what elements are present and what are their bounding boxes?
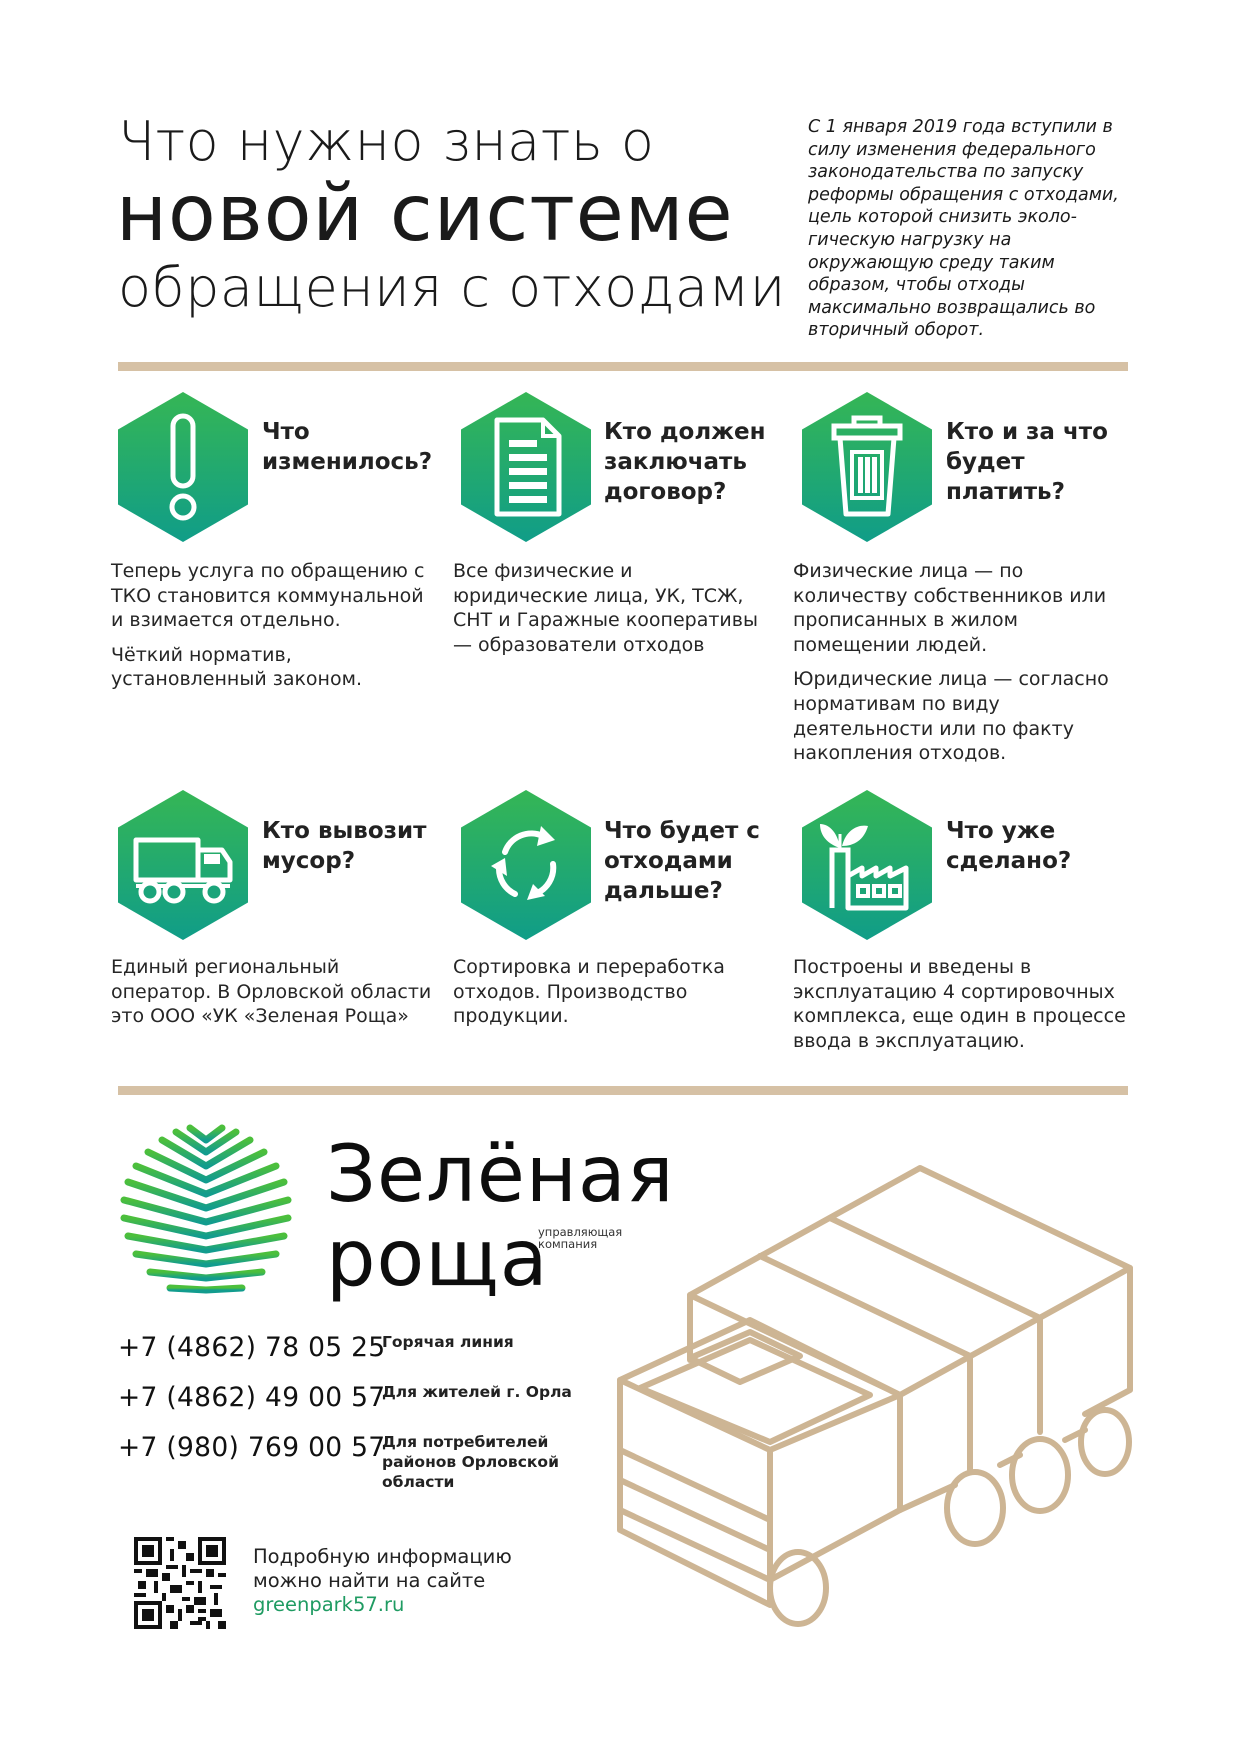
phone-label-districts: Для потребителей районов Орловской области [382, 1433, 559, 1491]
phone-label-hotline: Горячая линия [382, 1333, 514, 1351]
trash-bin-icon [802, 392, 932, 542]
phone-oryol[interactable]: +7 (4862) 49 00 57 [118, 1382, 386, 1413]
exclamation-icon [118, 392, 248, 542]
qr-code [134, 1537, 226, 1629]
page-title-line2: новой системе [116, 169, 734, 259]
card-desc-contract: Все физические и юридические лица, УК, ТСЖ, СНТ и Гаражные кооперативы — образователи отходов [453, 560, 758, 656]
top-divider [118, 362, 1128, 371]
card-question-collector: Кто вывозит мусор? [262, 818, 427, 874]
page-title-line3: обращения с отходами [118, 256, 786, 319]
info-text: Подробную информацию можно найти на сайте greenpark57.ru [253, 1545, 583, 1617]
truck-icon [118, 790, 248, 940]
card-desc-after: Сортировка и переработка отходов. Производство продукции. [453, 956, 725, 1028]
card-question-contract: Кто должен заключать договор? [604, 419, 766, 505]
eco-factory-icon [802, 790, 932, 940]
brand-name-line1: Зелёная [326, 1130, 675, 1220]
phone-districts[interactable]: +7 (980) 769 00 57 [118, 1432, 386, 1463]
card-desc-collector: Единый региональный оператор. В Орловской области это ООО «УК «Зеленая Роща» [111, 956, 432, 1028]
card-question-done: Что уже сделано? [946, 818, 1072, 874]
card-desc-changed: Теперь услуга по обращению с ТКО становится коммунальной и взимается отдельно. Чёткий норматив, установленный законом. [111, 560, 425, 691]
brand-subtitle: управляющая компания [538, 1225, 623, 1251]
card-question-changed: Что изменилось? [262, 419, 433, 475]
brand-name-line2: роща [326, 1214, 549, 1304]
intro-text: С 1 января 2019 года вступили в силу изменения федерального законодательства по запуску реформы обращения с отходами, цель которой снизить эколо-гическую нагрузку на окружающую среду таким образом, чтобы отходы максимально возвращались во вторичный оборот. [808, 117, 1119, 341]
phone-hotline[interactable]: +7 (4862) 78 05 25 [118, 1332, 386, 1363]
grove-leaf-logo [118, 1118, 294, 1314]
card-desc-payment: Физические лица — по количеству собственников или прописанных в жилом помещении людей. Юридические лица — согласно нормативам по виду деятельности или по факту накопления отходов. [793, 560, 1109, 765]
card-question-payment: Кто и за что будет платить? [946, 419, 1108, 505]
card-desc-done: Построены и введены в эксплуатацию 4 сортировочных комплекса, еще один в процессе ввода в эксплуатацию. [793, 956, 1126, 1052]
page-title-line1: Что нужно знать о [118, 110, 655, 173]
bottom-divider [118, 1086, 1128, 1095]
document-icon [461, 392, 591, 542]
phone-label-oryol: Для жителей г. Орла [382, 1383, 572, 1401]
website-link[interactable]: greenpark57.ru [253, 1593, 405, 1616]
truck-illustration [600, 1150, 1140, 1650]
card-question-after: Что будет с отходами дальше? [604, 818, 760, 904]
recycle-icon [461, 790, 591, 940]
